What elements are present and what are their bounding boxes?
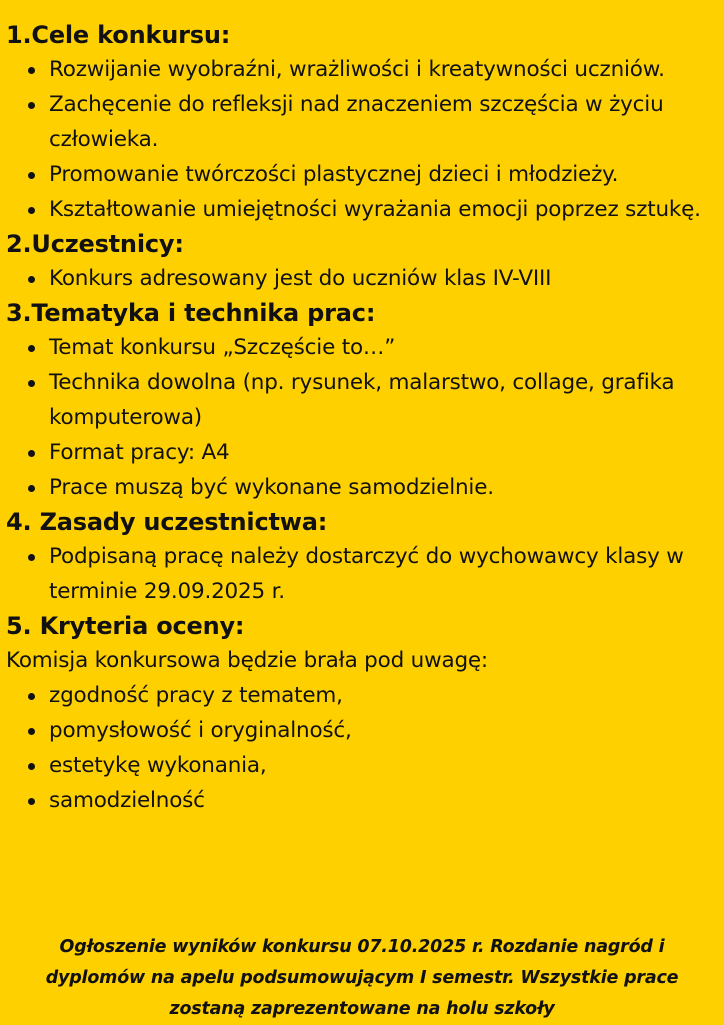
list-item [28, 713, 714, 748]
list-item [28, 783, 714, 818]
list-item [28, 678, 714, 713]
bullet-icon [28, 345, 35, 352]
list-item [28, 87, 714, 157]
bullet-icon [28, 554, 35, 561]
bullet-icon [28, 693, 35, 700]
list-item [28, 261, 714, 296]
list-item [28, 539, 714, 609]
list-item-text: Format pracy: A4 [49, 440, 230, 465]
list-item-text: Kształtowanie umiejętności wyrażania emocji poprzez sztukę. [49, 197, 701, 222]
bullet-icon [28, 172, 35, 179]
list-item-text: Technika dowolna (np. rysunek, malarstwo, collage, grafika komputerowa) [49, 370, 675, 430]
bullet-icon [28, 102, 35, 109]
list-item-text: Temat konkursu „Szczęście to…” [49, 335, 396, 360]
list-item-text: Rozwijanie wyobraźni, wrażliwości i kreatywności uczniów. [49, 57, 665, 82]
criteria-intro: Komisja konkursowa będzie brała pod uwagę: [6, 648, 488, 673]
list-item [28, 157, 714, 192]
bullet-icon [28, 207, 35, 214]
list-item [28, 330, 714, 365]
bullet-icon [28, 798, 35, 805]
results-announcement: Ogłoszenie wyników konkursu 07.10.2025 r. Rozdanie nagród i dyplomów na apelu podsumowującym I semestr. Wszystkie prace zostaną zaprezentowane na holu szkoły [45, 936, 679, 1019]
list-item-text: Konkurs adresowany jest do uczniów klas IV-VIII [49, 266, 552, 291]
criteria-list [6, 678, 714, 818]
participants-list [6, 261, 714, 296]
bullet-icon [28, 485, 35, 492]
bullet-icon [28, 67, 35, 74]
section-title-goals: 1.Cele konkursu: [6, 21, 231, 49]
list-item-text: zgodność pracy z tematem, [49, 683, 343, 708]
list-item-text: samodzielność [49, 788, 205, 813]
section-title-theme-technique: 3.Tematyka i technika prac: [6, 299, 376, 327]
list-item [28, 470, 714, 505]
list-item [28, 748, 714, 783]
list-item [28, 192, 714, 227]
section-title-criteria: 5. Kryteria oceny: [6, 612, 245, 640]
list-item-text: Podpisaną pracę należy dostarczyć do wychowawcy klasy w terminie 29.09.2025 r. [49, 544, 684, 604]
list-item-text: Prace muszą być wykonane samodzielnie. [49, 475, 494, 500]
list-item [28, 435, 714, 470]
bullet-icon [28, 276, 35, 283]
rules-list [6, 539, 714, 609]
list-item [28, 365, 714, 435]
section-title-participants: 2.Uczestnicy: [6, 230, 184, 258]
bullet-icon [28, 450, 35, 457]
list-item-text: Promowanie twórczości plastycznej dzieci i młodzieży. [49, 162, 619, 187]
list-item-text: Zachęcenie do refleksji nad znaczeniem szczęścia w życiu człowieka. [49, 92, 664, 152]
bullet-icon [28, 763, 35, 770]
list-item-text: estetykę wykonania, [49, 753, 267, 778]
list-item-text: pomysłowość i oryginalność, [49, 718, 352, 743]
list-item [28, 52, 714, 87]
goals-list [6, 52, 714, 227]
theme-technique-list [6, 330, 714, 505]
section-title-rules: 4. Zasady uczestnictwa: [6, 508, 328, 536]
bullet-icon [28, 380, 35, 387]
bullet-icon [28, 728, 35, 735]
